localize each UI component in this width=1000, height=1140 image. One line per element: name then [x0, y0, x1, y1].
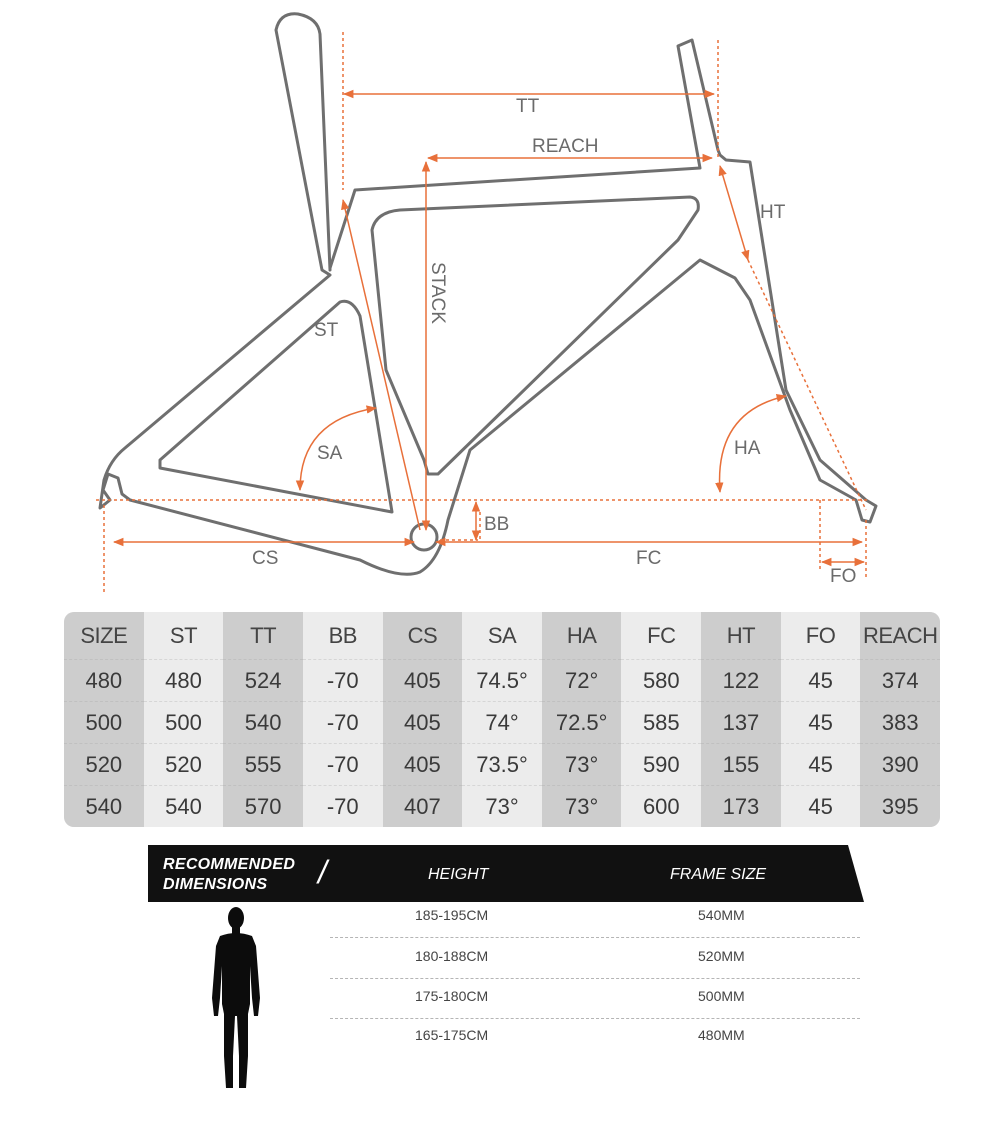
geometry-cell: 500	[64, 701, 144, 743]
ha-label: HA	[734, 438, 761, 459]
recommended-title-line1: RECOMMENDED	[163, 856, 296, 873]
geometry-cell: 405	[383, 743, 463, 785]
geometry-column	[383, 612, 463, 827]
geometry-cell: 45	[781, 701, 861, 743]
stack-label: STACK	[427, 262, 448, 324]
geometry-cell: 540	[223, 701, 303, 743]
recommended-row	[330, 1019, 860, 1057]
geometry-cell: 45	[781, 659, 861, 701]
geometry-header-cell: HA	[566, 622, 597, 648]
rec-size: 520MM	[698, 948, 745, 964]
geometry-cell: 407	[383, 785, 463, 827]
geometry-column	[462, 612, 542, 827]
geometry-header-cell: BB	[328, 622, 357, 648]
geometry-cell: 73°	[542, 743, 622, 785]
geometry-header-cell: HT	[726, 622, 756, 648]
geometry-cell: 570	[223, 785, 303, 827]
geometry-header-cell: SA	[487, 622, 517, 648]
recommended-title	[163, 855, 295, 895]
geometry-cell: -70	[303, 701, 383, 743]
geometry-cell: -70	[303, 785, 383, 827]
tt-label: TT	[516, 96, 540, 117]
geometry-cell: 155	[701, 743, 781, 785]
geometry-cell: 520	[64, 743, 144, 785]
geometry-cell: 72°	[542, 659, 622, 701]
geometry-cell: 74.5°	[462, 659, 542, 701]
geometry-header-cell: ST	[169, 622, 198, 648]
frame-size-header: FRAME SIZE	[670, 866, 767, 883]
geometry-column	[542, 612, 622, 827]
geometry-column	[144, 612, 224, 827]
geometry-table	[64, 612, 940, 827]
bike-frame-outline	[100, 14, 876, 574]
recommended-row	[330, 899, 860, 938]
rec-size: 480MM	[698, 1027, 745, 1043]
geometry-cell: 374	[860, 659, 940, 701]
geometry-header-cell: REACH	[862, 622, 938, 648]
geometry-cell: 540	[144, 785, 224, 827]
reach-label: REACH	[532, 136, 599, 157]
geometry-column	[303, 612, 383, 827]
geometry-cell: 524	[223, 659, 303, 701]
geometry-header-cell: TT	[250, 622, 277, 648]
geometry-cell: -70	[303, 743, 383, 785]
geometry-table-columns	[64, 612, 940, 827]
geometry-cell: -70	[303, 659, 383, 701]
rec-height: 180-188CM	[415, 948, 489, 964]
geometry-header-cell: FO	[805, 622, 836, 648]
geometry-cell: 72.5°	[542, 701, 622, 743]
geometry-cell: 73°	[462, 785, 542, 827]
geometry-cell: 390	[860, 743, 940, 785]
geometry-cell: 520	[144, 743, 224, 785]
geometry-header-cell: CS	[407, 622, 438, 648]
rec-height: 165-175CM	[415, 1027, 489, 1043]
geometry-cell: 540	[64, 785, 144, 827]
geometry-cell: 122	[701, 659, 781, 701]
geometry-cell: 395	[860, 785, 940, 827]
geometry-cell: 405	[383, 701, 463, 743]
rec-height: 175-180CM	[415, 988, 489, 1004]
fo-label: FO	[830, 566, 857, 587]
geometry-cell: 585	[621, 701, 701, 743]
geometry-column	[860, 612, 940, 827]
geometry-column	[64, 612, 144, 827]
person-silhouette-icon	[208, 906, 264, 1092]
recommended-row	[330, 940, 860, 979]
geometry-cell: 555	[223, 743, 303, 785]
cs-label: CS	[252, 548, 279, 569]
ht-label: HT	[760, 202, 786, 223]
rec-size: 500MM	[698, 988, 745, 1004]
geometry-cell: 480	[64, 659, 144, 701]
geometry-column	[701, 612, 781, 827]
sa-label: SA	[317, 443, 343, 464]
st-label: ST	[314, 320, 339, 341]
fc-label: FC	[636, 548, 662, 569]
rec-height: 185-195CM	[415, 907, 489, 923]
bb-label: BB	[484, 514, 510, 535]
geometry-cell: 405	[383, 659, 463, 701]
geometry-cell: 500	[144, 701, 224, 743]
geometry-cell: 137	[701, 701, 781, 743]
geometry-cell: 45	[781, 743, 861, 785]
height-header: HEIGHT	[428, 866, 489, 883]
geometry-column	[781, 612, 861, 827]
recommended-slash: /	[318, 854, 327, 890]
recommended-title-line2: DIMENSIONS	[163, 876, 268, 893]
geometry-cell: 480	[144, 659, 224, 701]
geometry-cell: 600	[621, 785, 701, 827]
geometry-cell: 383	[860, 701, 940, 743]
geometry-cell: 580	[621, 659, 701, 701]
geometry-column	[223, 612, 303, 827]
geometry-header-cell: SIZE	[80, 622, 128, 648]
recommended-row	[330, 980, 860, 1019]
geometry-cell: 45	[781, 785, 861, 827]
geometry-cell: 590	[621, 743, 701, 785]
geometry-header-cell: FC	[647, 622, 676, 648]
rec-size: 540MM	[698, 907, 745, 923]
geometry-column	[621, 612, 701, 827]
geometry-cell: 173	[701, 785, 781, 827]
geometry-cell: 73.5°	[462, 743, 542, 785]
geometry-cell: 73°	[542, 785, 622, 827]
geometry-cell: 74°	[462, 701, 542, 743]
